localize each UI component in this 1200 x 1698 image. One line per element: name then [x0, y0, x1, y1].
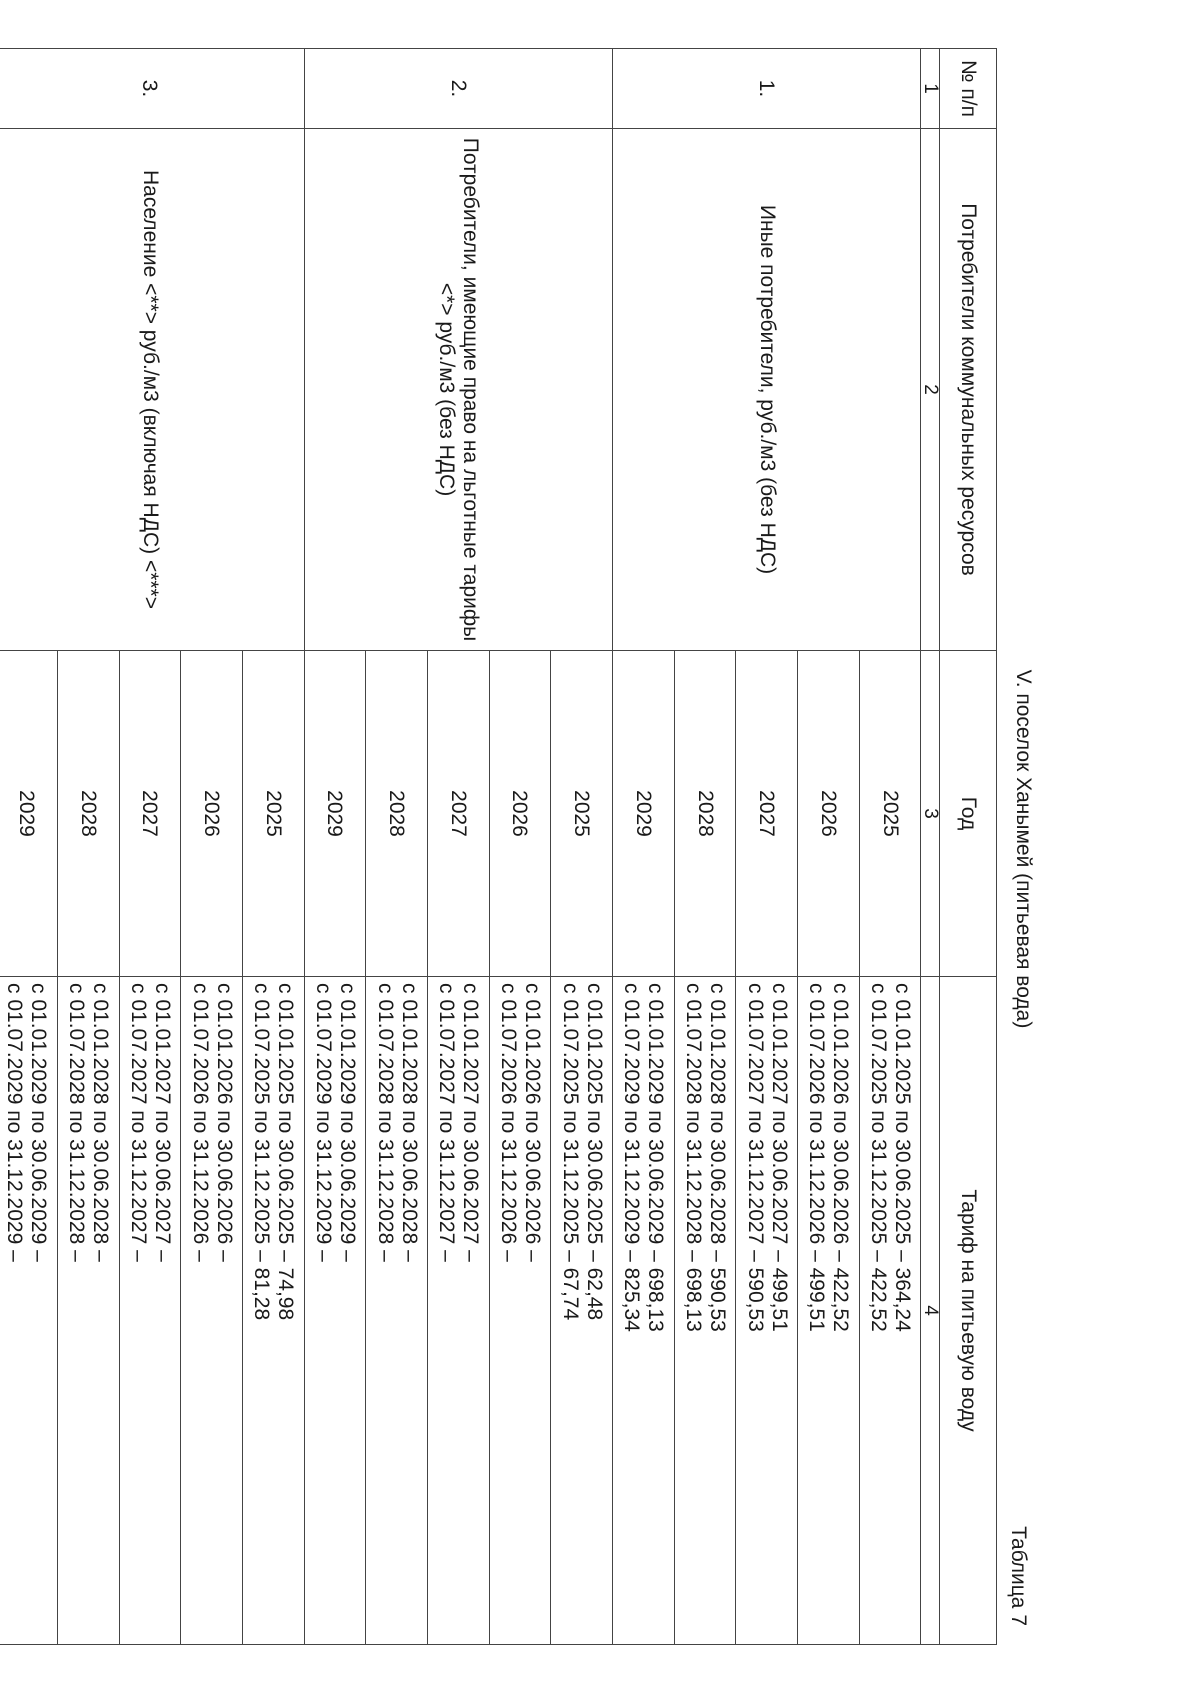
tariff-cell: [551, 977, 613, 1645]
tariff-cell: [181, 977, 243, 1645]
document-title: V. поселок Ханымей (питьевая вода): [1012, 669, 1035, 1029]
tariff-period: с 01.07.2026 по 31.12.2026 – 499,51: [805, 983, 829, 1332]
column-number: 3: [921, 651, 940, 977]
tariff-period: с 01.01.2026 по 30.06.2026 – 422,52: [829, 983, 853, 1332]
tariff-period: с 01.01.2027 по 30.06.2027 –: [459, 983, 483, 1262]
tariff-period: с 01.01.2029 по 30.06.2029 –: [335, 983, 359, 1262]
header-consumers: Потребители коммунальных ресурсов: [940, 129, 997, 651]
tariff-cell: [859, 977, 921, 1645]
year-cell: 2025: [242, 651, 304, 977]
tariff-period: с 01.01.2025 по 30.06.2025 – 62,48: [582, 983, 606, 1321]
tariff-cell: [613, 977, 675, 1645]
tariff-cell: [366, 977, 428, 1645]
year-cell: 2025: [859, 651, 921, 977]
tariff-cell: [427, 977, 489, 1645]
year-cell: 2026: [489, 651, 551, 977]
tariff-cell: [489, 977, 551, 1645]
column-number: 4: [921, 977, 940, 1645]
column-number: 2: [921, 129, 940, 651]
row-number: 1.: [613, 49, 921, 129]
year-cell: 2029: [0, 651, 57, 977]
table-row: [859, 49, 921, 1645]
row-number: 2.: [304, 49, 612, 129]
tariff-period: с 01.07.2027 по 31.12.2027 –: [126, 983, 150, 1262]
header-row: [940, 49, 997, 1645]
table-row: [242, 49, 304, 1645]
consumer-category: Иные потребители, руб./м3 (без НДС): [613, 129, 921, 651]
tariff-cell: [736, 977, 798, 1645]
tariff-cell: [119, 977, 181, 1645]
tariff-period: с 01.07.2025 по 31.12.2025 – 67,74: [558, 983, 582, 1321]
tariff-period: с 01.07.2025 по 31.12.2025 – 422,52: [867, 983, 891, 1332]
year-cell: 2026: [181, 651, 243, 977]
year-cell: 2028: [57, 651, 119, 977]
header-tariff: Тариф на питьевую воду: [940, 977, 997, 1645]
tariff-period: с 01.01.2028 по 30.06.2028 –: [89, 983, 113, 1262]
tariff-table-body: [0, 49, 997, 1645]
tariff-period: с 01.01.2028 по 30.06.2028 –: [397, 983, 421, 1262]
tariff-period: с 01.07.2027 по 31.12.2027 –: [435, 983, 459, 1262]
row-number: 3.: [0, 49, 304, 129]
tariff-cell: [674, 977, 736, 1645]
year-cell: 2025: [551, 651, 613, 977]
tariff-cell: [304, 977, 366, 1645]
tariff-cell: [57, 977, 119, 1645]
tariff-table: [0, 48, 997, 1645]
tariff-period: с 01.07.2029 по 31.12.2029 –: [3, 983, 27, 1262]
tariff-period: с 01.07.2028 по 31.12.2028 –: [65, 983, 89, 1262]
column-number: 1: [921, 49, 940, 129]
year-cell: 2027: [119, 651, 181, 977]
column-numbers-row: [921, 49, 940, 1645]
consumer-category: Потребители, имеющие право на льготные тарифы <*> руб./м3 (без НДС): [304, 129, 612, 651]
tariff-cell: [0, 977, 57, 1645]
tariff-cell: [242, 977, 304, 1645]
tariff-period: с 01.01.2027 по 30.06.2027 – 499,51: [767, 983, 791, 1332]
tariff-period: с 01.01.2029 по 30.06.2029 – 698,13: [644, 983, 668, 1332]
tariff-period: с 01.01.2025 по 30.06.2025 – 74,98: [274, 983, 298, 1321]
tariff-period: с 01.07.2026 по 31.12.2026 –: [188, 983, 212, 1262]
tariff-period: с 01.07.2029 по 31.12.2029 –: [311, 983, 335, 1262]
tariff-period: с 01.01.2026 по 30.06.2026 –: [521, 983, 544, 1262]
tariff-period: с 01.07.2025 по 31.12.2025 – 81,28: [250, 983, 274, 1321]
year-cell: 2027: [736, 651, 798, 977]
tariff-period: с 01.01.2028 по 30.06.2028 – 590,53: [706, 983, 730, 1332]
tariff-period: с 01.07.2026 по 31.12.2026 –: [497, 983, 520, 1262]
year-cell: 2026: [798, 651, 860, 977]
year-cell: 2028: [674, 651, 736, 977]
tariff-period: с 01.01.2025 по 30.06.2025 – 364,24: [891, 983, 915, 1332]
year-cell: 2029: [304, 651, 366, 977]
tariff-period: с 01.01.2026 по 30.06.2026 –: [212, 983, 236, 1262]
tariff-period: с 01.07.2028 по 31.12.2028 – 698,13: [682, 983, 706, 1332]
table-label: Таблица 7: [1007, 1526, 1030, 1626]
tariff-period: с 01.07.2028 по 31.12.2028 –: [373, 983, 397, 1262]
tariff-cell: [798, 977, 860, 1645]
table-row: [551, 49, 613, 1645]
header-num: № п/п: [940, 49, 997, 129]
year-cell: 2029: [613, 651, 675, 977]
tariff-period: с 01.01.2027 по 30.06.2027 –: [150, 983, 174, 1262]
tariff-period: с 01.01.2029 по 30.06.2029 –: [27, 983, 51, 1262]
consumer-category: Население <**> руб./м3 (включая НДС) <***>: [0, 129, 304, 651]
header-year: Год: [940, 651, 997, 977]
tariff-period: с 01.07.2027 по 31.12.2027 – 590,53: [743, 983, 767, 1332]
year-cell: 2027: [427, 651, 489, 977]
tariff-period: с 01.07.2029 по 31.12.2029 – 825,34: [620, 983, 644, 1332]
year-cell: 2028: [366, 651, 428, 977]
